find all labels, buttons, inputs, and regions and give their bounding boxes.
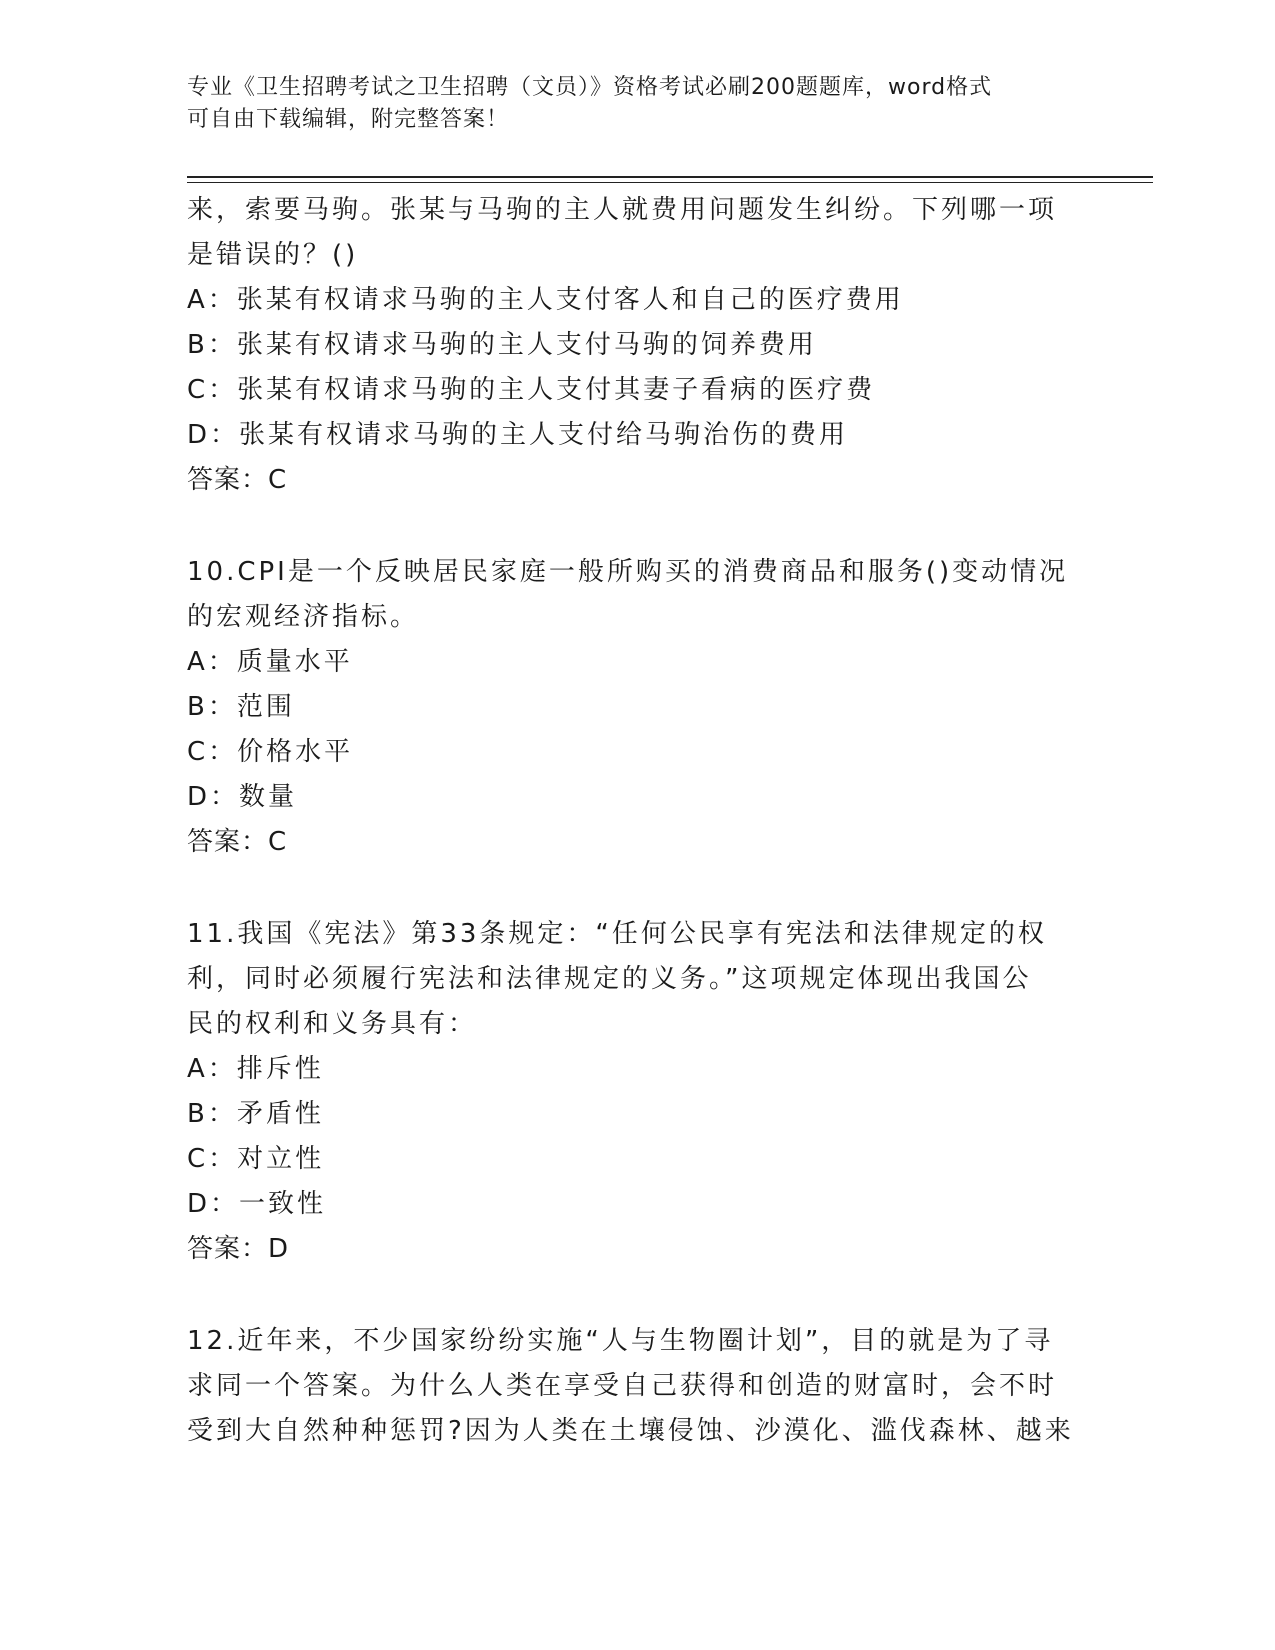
question-stem-line: 民的权利和义务具有： <box>187 1009 478 1039</box>
option-a: A：张某有权请求马驹的主人支付客人和自己的医疗费用 <box>187 285 904 315</box>
option-d: D：张某有权请求马驹的主人支付给马驹治伤的费用 <box>187 420 849 450</box>
option-c: C：张某有权请求马驹的主人支付其妻子看病的医疗费 <box>187 375 876 405</box>
header-rule-thin <box>187 182 1153 183</box>
question-continuation <box>187 188 1087 503</box>
question-stem-line: 受到大自然种种惩罚?因为人类在土壤侵蚀、沙漠化、滥伐森林、越来 <box>187 1416 1074 1446</box>
question-10 <box>187 550 1087 865</box>
answer: 答案：C <box>187 827 288 857</box>
option-d: D：一致性 <box>187 1189 327 1219</box>
question-stem-line: 求同一个答案。为什么人类在享受自己获得和创造的财富时，会不时 <box>187 1371 1058 1401</box>
question-stem-line: 12.近年来，不少国家纷纷实施“人与生物圈计划”，目的就是为了寻 <box>187 1326 1054 1356</box>
header-title-line-1: 专业《卫生招聘考试之卫生招聘（文员）》资格考试必刷200题题库，word格式 <box>187 75 993 100</box>
question-stem-line: 10.CPI是一个反映居民家庭一般所购买的消费商品和服务()变动情况 <box>187 557 1069 587</box>
question-11 <box>187 912 1087 1272</box>
option-d: D：数量 <box>187 782 298 812</box>
option-c: C：价格水平 <box>187 737 354 767</box>
question-stem-line: 来，索要马驹。张某与马驹的主人就费用问题发生纠纷。下列哪一项 <box>187 195 1058 225</box>
question-12 <box>187 1319 1087 1454</box>
option-b: B：张某有权请求马驹的主人支付马驹的饲养费用 <box>187 330 817 360</box>
question-stem-line: 的宏观经济指标。 <box>187 602 420 632</box>
header-rule-thick <box>187 176 1153 178</box>
option-c: C：对立性 <box>187 1144 325 1174</box>
question-content <box>187 188 1087 1454</box>
answer: 答案：D <box>187 1234 290 1264</box>
answer: 答案：C <box>187 465 288 495</box>
document-header <box>187 72 1067 136</box>
question-stem-line: 11.我国《宪法》第33条规定：“任何公民享有宪法和法律规定的权 <box>187 919 1047 949</box>
header-title-line-2: 可自由下载编辑，附完整答案！ <box>187 107 510 132</box>
question-stem-line: 利，同时必须履行宪法和法律规定的义务。”这项规定体现出我国公 <box>187 964 1032 994</box>
option-a: A：质量水平 <box>187 647 353 677</box>
option-a: A：排斥性 <box>187 1054 324 1084</box>
question-stem-line: 是错误的？() <box>187 240 359 270</box>
option-b: B：范围 <box>187 692 295 722</box>
option-b: B：矛盾性 <box>187 1099 324 1129</box>
